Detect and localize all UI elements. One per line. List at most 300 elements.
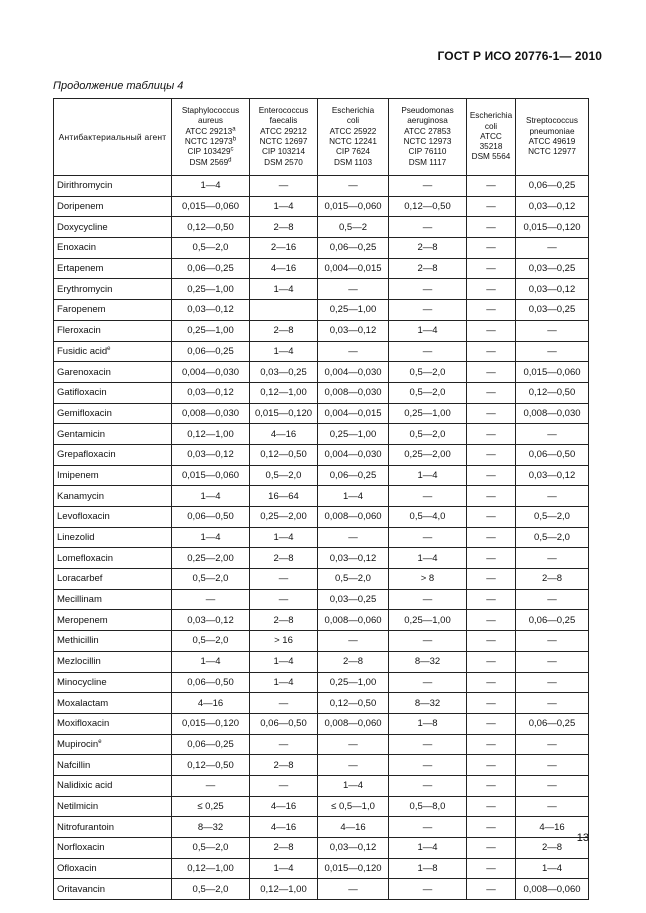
mic-range-cell: 0,06—0,25 — [172, 341, 250, 362]
table-row — [54, 569, 589, 590]
organism-header-text: ATCC 27853 — [404, 126, 451, 136]
table-row — [54, 817, 589, 838]
agent-name: Enoxacin — [57, 242, 97, 254]
table-row — [54, 527, 589, 548]
mic-range-cell: 0,06—0,25 — [516, 176, 589, 197]
mic-range-cell: 0,12—0,50 — [318, 693, 389, 714]
agent-name: Erythromycin — [57, 283, 113, 295]
mic-range-cell: 0,06—0,25 — [516, 610, 589, 631]
agent-name: Fusidic acid — [57, 345, 108, 357]
mic-range-cell: 8—32 — [389, 693, 467, 714]
mic-range-cell: 0,015—0,120 — [250, 403, 318, 424]
agent-name: Methicillin — [57, 635, 99, 647]
organism-header-line — [173, 127, 248, 137]
mic-range-cell: 0,5—4,0 — [389, 507, 467, 528]
mic-range-cell: 1—4 — [172, 486, 250, 507]
mic-range-cell: — — [172, 775, 250, 796]
agent-name-cell — [54, 465, 172, 486]
page-number: 13 — [576, 832, 589, 844]
organism-header-line — [390, 158, 465, 168]
agent-name-cell — [54, 320, 172, 341]
mic-range-cell: — — [467, 734, 516, 755]
table-row — [54, 879, 589, 900]
organism-header-line — [319, 147, 387, 157]
agent-name-cell — [54, 403, 172, 424]
mic-range-cell: — — [389, 176, 467, 197]
mic-range-cell: — — [467, 775, 516, 796]
mic-range-cell: 0,008—0,030 — [172, 403, 250, 424]
agent-name: Grepafloxacin — [57, 449, 116, 461]
mic-range-cell: > 16 — [250, 631, 318, 652]
organism-header-line — [390, 147, 465, 157]
mic-range-cell: 0,06—0,25 — [172, 734, 250, 755]
mic-range-cell: 1—4 — [250, 672, 318, 693]
mic-range-cell: — — [467, 300, 516, 321]
mic-range-cell: 0,25—2,00 — [172, 548, 250, 569]
agent-name: Kanamycin — [57, 490, 104, 502]
organism-header-text: Escherichia — [469, 111, 513, 121]
mic-range-cell: 4—16 — [172, 693, 250, 714]
organism-header-text: aeruginosa — [407, 116, 448, 126]
mic-range-cell: 1—4 — [389, 465, 467, 486]
mic-range-cell: — — [467, 362, 516, 383]
table-row — [54, 507, 589, 528]
mic-range-cell: 0,06—0,50 — [172, 672, 250, 693]
agent-name: Mecillinam — [57, 594, 102, 606]
organism-header-line — [173, 116, 248, 126]
agent-name-cell — [54, 238, 172, 259]
mic-range-cell: 1—4 — [172, 527, 250, 548]
mic-range-cell: 1—4 — [250, 279, 318, 300]
mic-range-cell: 1—4 — [389, 548, 467, 569]
agent-name: Gatifloxacin — [57, 387, 107, 399]
mic-range-cell: — — [467, 320, 516, 341]
mic-range-cell: — — [467, 651, 516, 672]
organism-header-line — [390, 127, 465, 137]
table-row — [54, 838, 589, 859]
organism-column-header — [250, 99, 318, 176]
mic-range-cell: — — [467, 424, 516, 445]
mic-range-cell: — — [318, 631, 389, 652]
mic-range-cell: — — [467, 569, 516, 590]
table-row — [54, 631, 589, 652]
organism-header-line — [390, 137, 465, 147]
mic-range-cell: 1—8 — [389, 858, 467, 879]
mic-range-cell: 0,06—0,25 — [516, 713, 589, 734]
agent-name: Doxycycline — [57, 221, 108, 233]
agent-name: Nalidixic acid — [57, 780, 113, 792]
mic-range-cell: — — [516, 548, 589, 569]
mic-range-cell: 0,5—2,0 — [172, 238, 250, 259]
agent-name-cell — [54, 651, 172, 672]
mic-range-cell: — — [516, 796, 589, 817]
table-row — [54, 424, 589, 445]
mic-range-cell: 2—16 — [250, 238, 318, 259]
mic-range-cell: 1—4 — [318, 775, 389, 796]
agent-name: Meropenem — [57, 614, 108, 626]
mic-range-cell: — — [467, 713, 516, 734]
mic-range-cell: 8—32 — [389, 651, 467, 672]
mic-range-cell: — — [389, 300, 467, 321]
mic-range-cell: 0,06—0,25 — [172, 258, 250, 279]
organism-header-text: ATCC 49619 — [528, 137, 576, 146]
mic-range-cell: — — [467, 507, 516, 528]
agent-name: Linezolid — [57, 532, 95, 544]
mic-range-cell: 0,03—0,25 — [516, 258, 589, 279]
organism-column-header — [389, 99, 467, 176]
table-row — [54, 548, 589, 569]
mic-range-cell: 0,12—0,50 — [516, 382, 589, 403]
agent-name-cell — [54, 693, 172, 714]
mic-range-cell: — — [318, 734, 389, 755]
organism-header-line — [468, 152, 514, 162]
mic-range-cell: 0,015—0,060 — [318, 196, 389, 217]
mic-range-cell: — — [467, 548, 516, 569]
organism-header-text: DSM 2570 — [264, 157, 303, 167]
mic-range-cell: — — [467, 858, 516, 879]
mic-range-cell: — — [250, 569, 318, 590]
organism-header-line — [319, 116, 387, 126]
mic-range-cell: 4—16 — [250, 424, 318, 445]
mic-range-cell: — — [172, 589, 250, 610]
organism-header-line — [468, 122, 514, 132]
mic-range-cell: — — [389, 775, 467, 796]
mic-range-cell: — — [250, 589, 318, 610]
table-row — [54, 217, 589, 238]
agent-name: Gentamicin — [57, 428, 106, 440]
agent-name: Mezlocillin — [57, 656, 101, 668]
mic-range-cell: 0,03—0,12 — [318, 548, 389, 569]
mic-range-cell: — — [516, 775, 589, 796]
organism-header-line — [517, 137, 587, 147]
agent-name-cell — [54, 775, 172, 796]
mic-range-cell: 1—4 — [318, 486, 389, 507]
organism-header-line — [319, 158, 387, 168]
mic-range-cell — [250, 300, 318, 321]
organism-header-text: CIP 7624 — [336, 147, 370, 157]
mic-range-cell: — — [516, 424, 589, 445]
mic-range-cell: — — [516, 631, 589, 652]
organism-header-text: Streptococcus — [526, 116, 578, 126]
mic-range-cell: 0,25—2,00 — [250, 507, 318, 528]
table-row — [54, 651, 589, 672]
agent-name-cell — [54, 589, 172, 610]
table-row — [54, 796, 589, 817]
mic-range-cell: — — [467, 176, 516, 197]
mic-range-cell: 0,25—1,00 — [318, 300, 389, 321]
agent-name-cell — [54, 424, 172, 445]
organism-header-line — [517, 147, 587, 157]
mic-range-cell: 0,015—0,120 — [516, 217, 589, 238]
footnote-marker: d — [228, 156, 232, 163]
table-row — [54, 465, 589, 486]
mic-range-cell: 1—4 — [250, 196, 318, 217]
mic-range-cell: — — [318, 527, 389, 548]
mic-range-cell: 2—8 — [250, 217, 318, 238]
mic-range-cell: — — [516, 486, 589, 507]
mic-range-cell: 16—64 — [250, 486, 318, 507]
organism-header-text: coli — [346, 116, 360, 126]
mic-range-cell: 0,03—0,12 — [172, 610, 250, 631]
mic-range-cell: 0,12—0,50 — [389, 196, 467, 217]
agent-name-cell — [54, 610, 172, 631]
mic-range-cell: 4—16 — [250, 258, 318, 279]
table-row — [54, 258, 589, 279]
organism-header-text: NCTC 12977 — [528, 147, 576, 157]
mic-range-cell: — — [389, 279, 467, 300]
mic-range-cell: 0,25—1,00 — [172, 279, 250, 300]
mic-range-cell: 1—4 — [250, 527, 318, 548]
organism-header-text: coli — [484, 121, 498, 131]
mic-range-cell: 1—4 — [172, 176, 250, 197]
agent-name-cell — [54, 279, 172, 300]
table-row — [54, 734, 589, 755]
mic-range-cell: 2—8 — [389, 238, 467, 259]
mic-range-cell: 0,25—1,00 — [172, 320, 250, 341]
mic-range-cell: — — [389, 589, 467, 610]
mic-range-cell: 0,5—2,0 — [389, 382, 467, 403]
organism-header-text: DSM 5564 — [471, 152, 511, 162]
mic-range-cell: 1—4 — [389, 838, 467, 859]
organism-column-header — [318, 99, 389, 176]
table-row — [54, 300, 589, 321]
mic-range-cell: — — [250, 734, 318, 755]
mic-range-cell: 0,03—0,12 — [318, 838, 389, 859]
organism-header-line — [390, 116, 465, 126]
mic-range-cell: 0,06—0,50 — [516, 444, 589, 465]
table-body — [54, 176, 589, 900]
organism-header-text: NCTC 12697 — [259, 137, 308, 146]
agent-name-cell — [54, 672, 172, 693]
mic-range-cell: — — [467, 403, 516, 424]
mic-range-cell: 0,5—2,0 — [389, 424, 467, 445]
mic-range-cell: 0,5—2,0 — [172, 879, 250, 900]
mic-range-cell: — — [467, 879, 516, 900]
mic-range-cell: 0,12—0,50 — [172, 755, 250, 776]
table-continuation-caption: Продолжение таблицы 4 — [53, 80, 184, 92]
table-header-row — [54, 99, 589, 176]
mic-range-cell: 0,03—0,12 — [516, 279, 589, 300]
mic-range-cell: 0,25—1,00 — [318, 424, 389, 445]
mic-range-cell: 2—8 — [389, 258, 467, 279]
mic-range-cell: — — [516, 693, 589, 714]
mic-range-cell: — — [389, 879, 467, 900]
mic-range-cell: — — [467, 838, 516, 859]
organism-header-text: NCTC 12973 — [403, 137, 452, 146]
mic-range-cell: 1—4 — [250, 858, 318, 879]
mic-range-cell: 0,03—0,12 — [172, 444, 250, 465]
agent-name: Faropenem — [57, 304, 106, 316]
agent-name-cell — [54, 486, 172, 507]
mic-range-cell: 0,06—0,50 — [250, 713, 318, 734]
mic-range-cell: 1—4 — [389, 320, 467, 341]
organism-header-line — [251, 147, 316, 157]
table-row — [54, 693, 589, 714]
mic-range-cell: — — [318, 755, 389, 776]
agent-name: Lomefloxacin — [57, 552, 113, 564]
organism-header-text: Pseudomonas — [401, 106, 454, 116]
table-row — [54, 755, 589, 776]
mic-range-cell: 0,25—2,00 — [389, 444, 467, 465]
mic-range-cell: 0,5—2 — [318, 217, 389, 238]
mic-range-cell: — — [467, 631, 516, 652]
table-row — [54, 713, 589, 734]
agent-name-cell — [54, 858, 172, 879]
mic-range-cell: — — [389, 486, 467, 507]
agent-name-cell — [54, 258, 172, 279]
mic-range-cell: 0,03—0,12 — [516, 465, 589, 486]
mic-range-cell: 0,06—0,25 — [318, 465, 389, 486]
table-row — [54, 589, 589, 610]
organism-header-line — [517, 116, 587, 126]
agent-name-cell — [54, 817, 172, 838]
mic-range-cell: 2—8 — [516, 838, 589, 859]
mic-range-cell: — — [318, 341, 389, 362]
table-row — [54, 341, 589, 362]
footnote-marker: e — [98, 738, 102, 745]
mic-range-cell: 0,5—2,0 — [318, 569, 389, 590]
mic-range-cell: 0,015—0,120 — [318, 858, 389, 879]
mic-range-cell: 0,25—1,00 — [389, 610, 467, 631]
mic-range-cell: 0,03—0,25 — [250, 362, 318, 383]
mic-range-cell: 0,5—2,0 — [389, 362, 467, 383]
organism-header-line — [251, 127, 316, 137]
mic-range-cell: 0,004—0,030 — [172, 362, 250, 383]
table-row — [54, 486, 589, 507]
organism-header-line — [173, 158, 248, 168]
agent-name: Moxifloxacin — [57, 718, 110, 730]
mic-range-cell: 0,008—0,060 — [318, 713, 389, 734]
agent-name: Gemifloxacin — [57, 407, 112, 419]
document-title: ГОСТ Р ИСО 20776-1— 2010 — [437, 49, 602, 63]
agent-name-cell — [54, 631, 172, 652]
mic-range-cell: — — [516, 238, 589, 259]
agent-name-cell — [54, 879, 172, 900]
organism-header-line — [319, 137, 387, 147]
mic-range-cell: 0,5—8,0 — [389, 796, 467, 817]
mic-range-cell: — — [389, 217, 467, 238]
mic-range-cell: 2—8 — [250, 548, 318, 569]
mic-range-cell: 0,008—0,030 — [318, 382, 389, 403]
mic-range-cell: 0,5—2,0 — [172, 569, 250, 590]
table-row — [54, 196, 589, 217]
mic-range-cell: 0,008—0,060 — [318, 610, 389, 631]
organism-header-text: ATCC 29213 — [185, 126, 233, 136]
mic-range-cell: — — [467, 196, 516, 217]
agent-name: Ertapenem — [57, 263, 104, 275]
footnote-marker: e — [107, 345, 111, 352]
mic-range-cell: — — [389, 672, 467, 693]
mic-range-cell: — — [467, 238, 516, 259]
mic-range-cell: 4—16 — [250, 796, 318, 817]
mic-range-cell: 0,008—0,060 — [318, 507, 389, 528]
organism-header-text: DSM 1117 — [408, 157, 447, 167]
agent-name-cell — [54, 300, 172, 321]
agent-name-cell — [54, 569, 172, 590]
agent-name-cell — [54, 362, 172, 383]
organism-header-text: faecalis — [269, 116, 298, 126]
mic-range-cell: 0,004—0,030 — [318, 362, 389, 383]
mic-range-cell: 0,06—0,25 — [318, 238, 389, 259]
mic-range-cell: 4—16 — [318, 817, 389, 838]
mic-range-cell: — — [250, 693, 318, 714]
agent-name-cell — [54, 382, 172, 403]
mic-range-cell: — — [389, 341, 467, 362]
table-row — [54, 362, 589, 383]
mic-range-cell: — — [467, 382, 516, 403]
mic-range-cell: 0,12—1,00 — [250, 382, 318, 403]
mic-range-cell: 8—32 — [172, 817, 250, 838]
mic-range-cell: — — [318, 879, 389, 900]
mic-range-cell: ≤ 0,25 — [172, 796, 250, 817]
mic-range-cell: 0,25—1,00 — [389, 403, 467, 424]
mic-range-cell: 0,03—0,12 — [172, 300, 250, 321]
mic-range-cell: 4—16 — [516, 817, 589, 838]
organism-header-text: CIP 103214 — [261, 147, 306, 157]
agent-name: Garenoxacin — [57, 366, 111, 378]
table-row — [54, 279, 589, 300]
organism-header-text: DSM 2569 — [189, 157, 229, 167]
footnote-marker: c — [230, 146, 234, 153]
agent-name-cell — [54, 734, 172, 755]
mic-range-cell: — — [467, 672, 516, 693]
mic-range-cell: 0,004—0,015 — [318, 258, 389, 279]
agent-name: Fleroxacin — [57, 325, 101, 337]
mic-range-cell: 0,03—0,12 — [172, 382, 250, 403]
mic-range-cell: 1—4 — [250, 341, 318, 362]
mic-range-cell: 0,008—0,060 — [516, 879, 589, 900]
mic-range-cell: — — [467, 589, 516, 610]
mic-range-cell: 0,015—0,060 — [516, 362, 589, 383]
mic-range-cell: 0,12—1,00 — [250, 879, 318, 900]
table-row — [54, 238, 589, 259]
organism-column-header — [467, 99, 516, 176]
mic-range-cell: 1—4 — [250, 651, 318, 672]
mic-range-cell: — — [467, 796, 516, 817]
mic-range-cell: 0,015—0,060 — [172, 196, 250, 217]
mic-range-cell: 2—8 — [516, 569, 589, 590]
agent-name: Loracarbef — [57, 573, 103, 585]
mic-range-cell: — — [467, 755, 516, 776]
mic-range-cell: > 8 — [389, 569, 467, 590]
mic-ranges-table — [53, 98, 589, 900]
mic-range-cell: 0,5—2,0 — [250, 465, 318, 486]
organism-header-line — [251, 158, 316, 168]
mic-range-cell: 2—8 — [250, 838, 318, 859]
organism-header-text: Enterococcus — [258, 106, 309, 116]
mic-range-cell: 0,12—0,50 — [172, 217, 250, 238]
table-row — [54, 610, 589, 631]
agent-name: Mupirocin — [57, 738, 99, 750]
mic-range-cell: — — [389, 817, 467, 838]
agent-name-cell — [54, 341, 172, 362]
agent-name: Doripenem — [57, 201, 104, 213]
mic-range-cell: — — [516, 341, 589, 362]
agent-name-cell — [54, 548, 172, 569]
table-row — [54, 176, 589, 197]
organism-header-text: ATCC 25922 — [329, 126, 377, 136]
mic-range-cell: — — [318, 176, 389, 197]
table-row — [54, 382, 589, 403]
organism-header-line — [468, 111, 514, 121]
agent-name: Minocycline — [57, 676, 107, 688]
mic-range-cell: — — [389, 734, 467, 755]
mic-range-cell: 0,03—0,25 — [318, 589, 389, 610]
mic-range-cell: 1—8 — [389, 713, 467, 734]
table-row — [54, 775, 589, 796]
mic-range-cell: — — [516, 320, 589, 341]
mic-range-cell: 0,12—1,00 — [172, 424, 250, 445]
